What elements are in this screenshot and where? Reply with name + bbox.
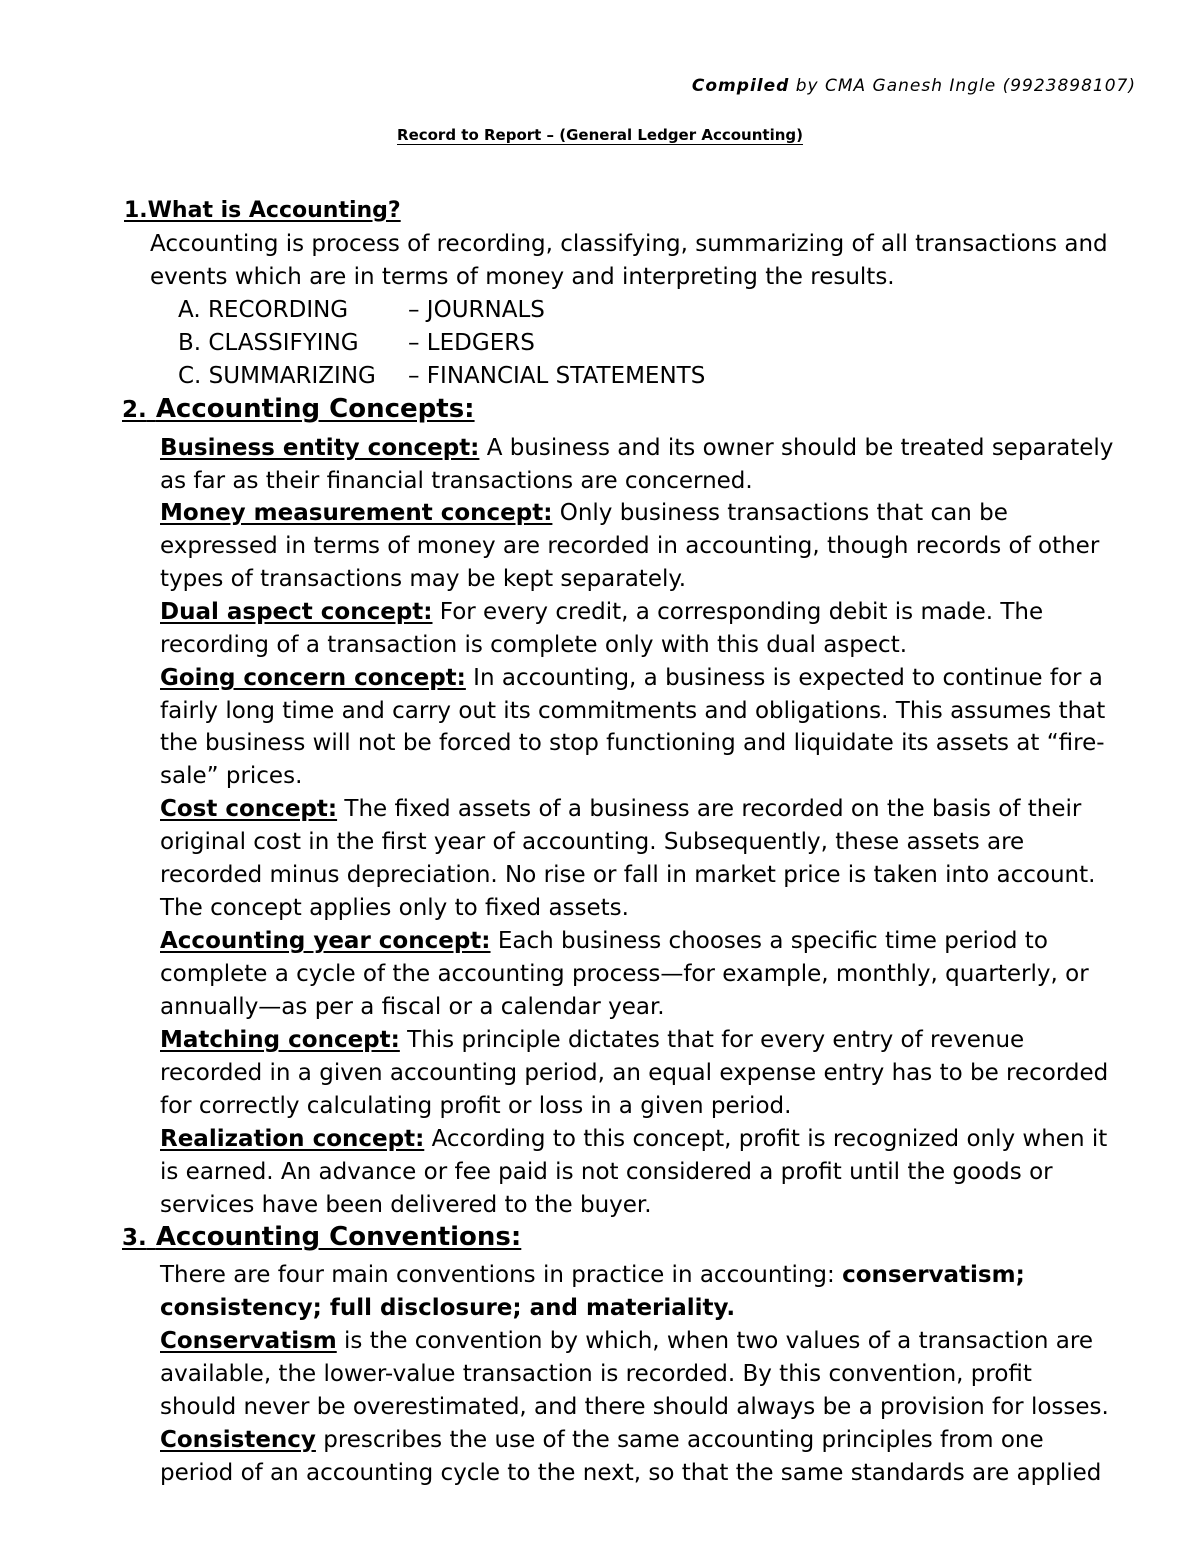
concept-going-concern: Going concern concept: In accounting, a business is expected to continue for a [160, 665, 1103, 691]
concept-text-line: the business will not be forced to stop functioning and liquidate its assets at “fire- [160, 730, 1105, 756]
concept-text-line: original cost in the first year of accounting. Subsequently, these assets are [160, 829, 1025, 855]
s1-list-item-c: C. SUMMARIZING – FINANCIAL STATEMENTS [178, 363, 706, 389]
convention-text-line: available, the lower-value transaction is recorded. By this convention, profit [160, 1361, 1032, 1387]
concept-text-line: is earned. An advance or fee paid is not considered a profit until the goods or [160, 1159, 1053, 1185]
concept-text-line: recording of a transaction is complete only with this dual aspect. [160, 632, 908, 658]
section-1-heading: 1.What is Accounting? [124, 198, 401, 223]
convention-text-line: period of an accounting cycle to the next, so that the same standards are applied [160, 1460, 1102, 1486]
concept-dual-aspect: Dual aspect concept: For every credit, a corresponding debit is made. The [160, 599, 1044, 625]
concept-text-line: recorded minus depreciation. No rise or fall in market price is taken into account. [160, 862, 1096, 888]
concept-accounting-year: Accounting year concept: Each business chooses a specific time period to [160, 928, 1048, 954]
convention-consistency: Consistency prescribes the use of the same accounting principles from one [160, 1427, 1044, 1453]
section-3-heading: 3. Accounting Conventions: [122, 1222, 522, 1252]
concept-text-line: sale” prices. [160, 763, 303, 789]
s1-list-item-b: B. CLASSIFYING – LEDGERS [178, 330, 535, 356]
compiled-by-note: Compiled by CMA Ganesh Ingle (9923898107) [691, 76, 1136, 96]
concept-cost: Cost concept: The fixed assets of a business are recorded on the basis of their [160, 796, 1082, 822]
s1-list-item-a: A. RECORDING – JOURNALS [178, 297, 545, 323]
conventions-intro: There are four main conventions in practice in accounting: conservatism; [160, 1262, 1025, 1288]
concept-text-line: fairly long time and carry out its commitments and obligations. This assumes that [160, 698, 1106, 724]
concept-text-line: for correctly calculating profit or loss in a given period. [160, 1093, 792, 1119]
conventions-intro-list: consistency; full disclosure; and materiality. [160, 1295, 736, 1321]
concept-text-line: recorded in a given accounting period, an equal expense entry has to be recorded [160, 1060, 1109, 1086]
concept-money-measurement: Money measurement concept: Only business transactions that can be [160, 500, 1008, 526]
section-2-heading: 2. Accounting Concepts: [122, 394, 475, 424]
concept-text-line: types of transactions may be kept separately. [160, 566, 687, 592]
page-title: Record to Report – (General Ledger Accounting) [397, 126, 803, 144]
concept-text-line: annually—as per a fiscal or a calendar year. [160, 994, 665, 1020]
convention-conservatism: Conservatism is the convention by which, when two values of a transaction are [160, 1328, 1094, 1354]
concept-text-line: services have been delivered to the buyer. [160, 1192, 652, 1218]
concept-text-line: as far as their financial transactions are concerned. [160, 468, 753, 494]
s1-text-line-1: Accounting is process of recording, classifying, summarizing of all transactions and [150, 231, 1108, 257]
concept-text-line: complete a cycle of the accounting process—for example, monthly, quarterly, or [160, 961, 1089, 987]
concept-business-entity: Business entity concept: A business and its owner should be treated separately [160, 435, 1114, 461]
concept-text-line: expressed in terms of money are recorded in accounting, though records of other [160, 533, 1100, 559]
s1-text-line-2: events which are in terms of money and interpreting the results. [150, 264, 895, 290]
concept-realization: Realization concept: According to this concept, profit is recognized only when it [160, 1126, 1108, 1152]
concept-text-line: The concept applies only to fixed assets. [160, 895, 629, 921]
convention-text-line: should never be overestimated, and there should always be a provision for losses. [160, 1394, 1109, 1420]
concept-matching: Matching concept: This principle dictates that for every entry of revenue [160, 1027, 1025, 1053]
